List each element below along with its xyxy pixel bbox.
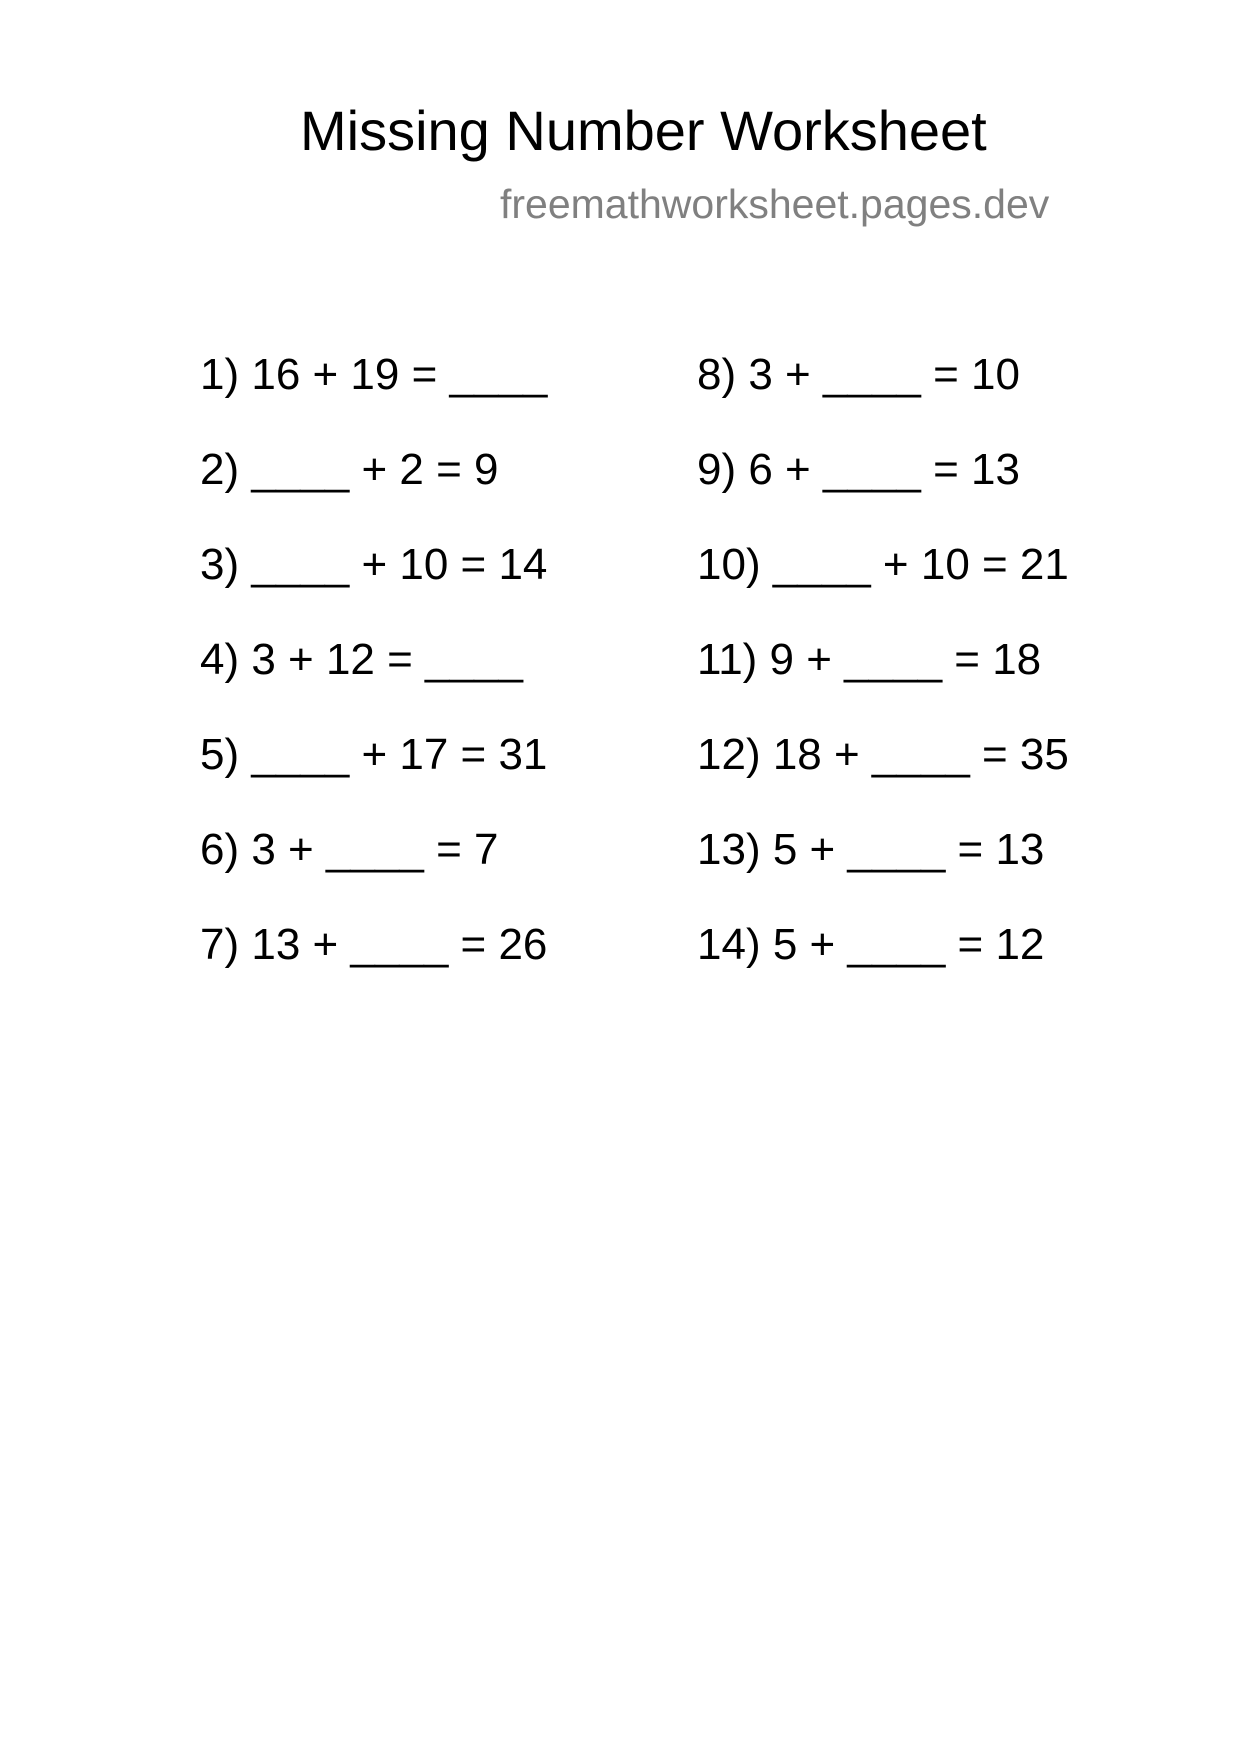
problem-2: 2) ____ + 2 = 9 xyxy=(200,445,499,494)
problem-11: 11) 9 + ____ = 18 xyxy=(697,635,1042,684)
problem-10: 10) ____ + 10 = 21 xyxy=(697,540,1069,589)
problems-column-right xyxy=(697,345,1069,1010)
problem-12: 12) 18 + ____ = 35 xyxy=(697,730,1069,779)
page-title: Missing Number Worksheet xyxy=(300,99,987,162)
problem-9: 9) 6 + ____ = 13 xyxy=(697,445,1020,494)
problem-5: 5) ____ + 17 = 31 xyxy=(200,730,548,779)
problem-13: 13) 5 + ____ = 13 xyxy=(697,825,1045,874)
problem-4: 4) 3 + 12 = ____ xyxy=(200,635,523,684)
problem-14: 14) 5 + ____ = 12 xyxy=(697,920,1045,969)
problem-3: 3) ____ + 10 = 14 xyxy=(200,540,548,589)
website-subtitle: freemathworksheet.pages.dev xyxy=(500,181,1050,227)
problem-7: 7) 13 + ____ = 26 xyxy=(200,920,548,969)
problems-column-left xyxy=(200,345,547,1010)
problem-8: 8) 3 + ____ = 10 xyxy=(697,350,1020,399)
problem-6: 6) 3 + ____ = 7 xyxy=(200,825,499,874)
problem-1: 1) 16 + 19 = ____ xyxy=(200,350,548,399)
